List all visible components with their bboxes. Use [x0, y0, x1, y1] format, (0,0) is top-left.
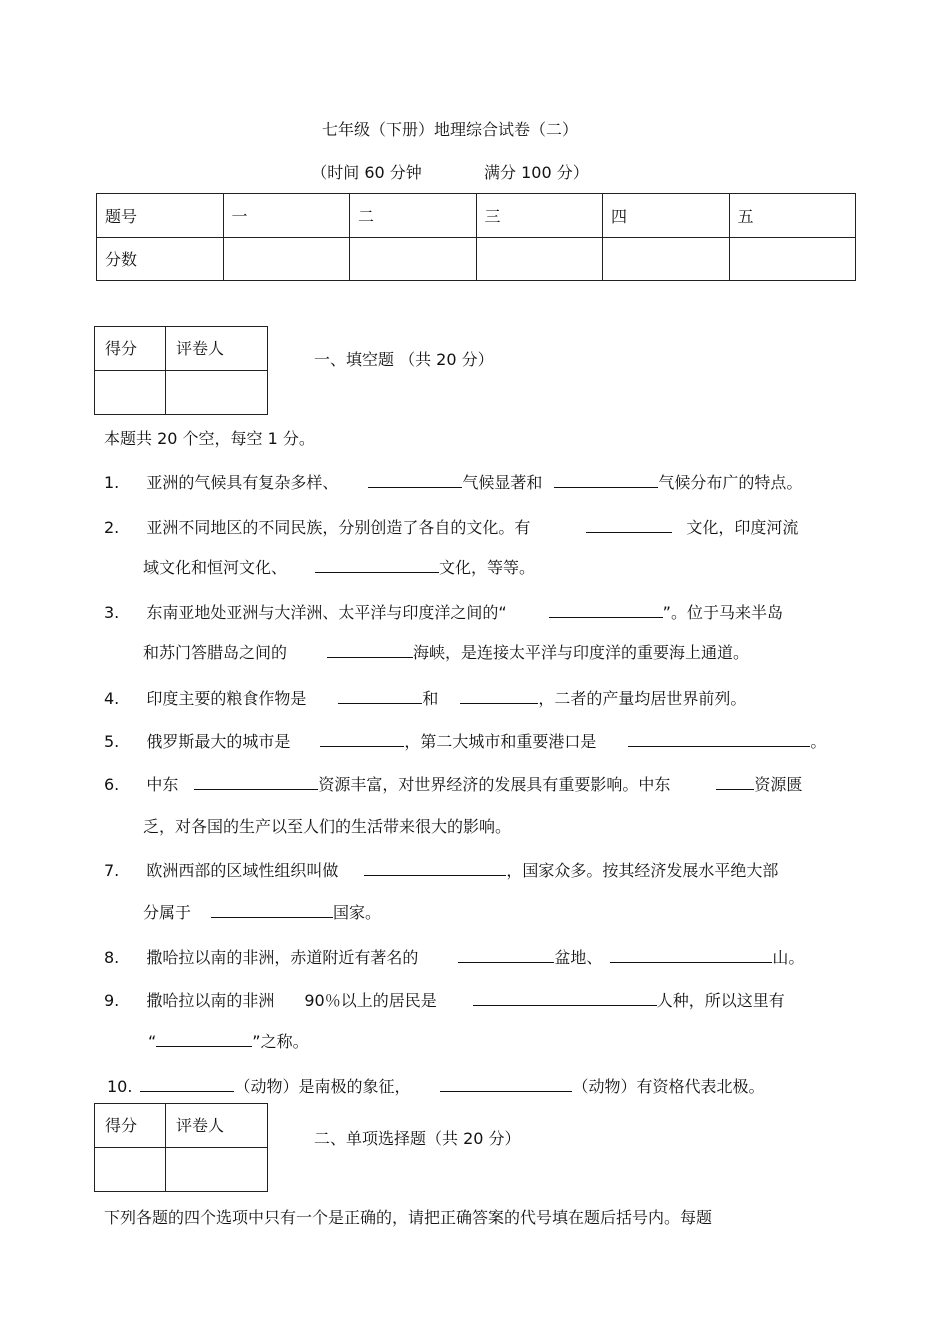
- question-text: 印度主要的粮食作物是: [146, 689, 307, 708]
- score-cell[interactable]: [350, 237, 477, 281]
- question-text: 中东: [146, 775, 179, 794]
- question-9: [104, 988, 785, 1011]
- question-text: 亚洲不同地区的不同民族，分别创造了各自的文化。有: [146, 518, 531, 537]
- question-text: 人种，所以这里有: [656, 991, 785, 1010]
- section1-instruction: 本题共 20 个空，每空 1 分。: [104, 429, 315, 448]
- answer-blank[interactable]: [458, 946, 554, 963]
- question-text: 国家。: [333, 903, 382, 922]
- question-text: 撒哈拉以南的非洲，赤道附近有著名的: [146, 948, 419, 967]
- grader-box-1: [94, 326, 268, 415]
- question-text: 盆地、: [554, 948, 603, 967]
- question-text: 和苏门答腊岛之间的: [143, 643, 288, 662]
- question-text: 乏，对各国的生产以至人们的生活带来很大的影响。: [143, 817, 512, 836]
- grader-name-cell[interactable]: [166, 371, 268, 415]
- question-number: 6.: [104, 775, 120, 794]
- score-header-cell: 五: [729, 194, 856, 238]
- time-info: （时间 60 分钟: [311, 163, 422, 182]
- answer-blank[interactable]: [549, 601, 663, 618]
- question-7: [104, 858, 778, 881]
- answer-blank[interactable]: [554, 471, 658, 488]
- question-text: “: [148, 1032, 157, 1051]
- grader-box-2: [94, 1103, 268, 1192]
- question-number: 3.: [104, 603, 120, 622]
- question-text: 山。: [772, 948, 805, 967]
- grader-name-cell[interactable]: [166, 1148, 268, 1192]
- question-text: （动物）是南极的象征，: [234, 1077, 411, 1096]
- grader-name-label: 评卷人: [166, 1104, 268, 1148]
- score-cell[interactable]: [603, 237, 730, 281]
- question-text: 海峡，是连接太平洋与印度洋的重要海上通道。: [413, 643, 750, 662]
- grader-score-label: 得分: [95, 327, 166, 371]
- full-score-info: 满分 100 分）: [484, 163, 589, 182]
- question-text: 资源丰富，对世界经济的发展具有重要影响。中东: [318, 775, 671, 794]
- question-text: 分属于: [143, 903, 192, 922]
- question-9-line-2: [148, 1029, 309, 1052]
- question-text: ，国家众多。按其经济发展水平绝大部: [506, 861, 779, 880]
- question-text: ”之称。: [252, 1032, 309, 1051]
- question-number: 4.: [104, 689, 120, 708]
- score-cell[interactable]: [729, 237, 856, 281]
- answer-blank[interactable]: [140, 1075, 234, 1092]
- question-text: 欧洲西部的区域性组织叫做: [146, 861, 339, 880]
- grader-score-label: 得分: [95, 1104, 166, 1148]
- question-2-line-2: [143, 555, 535, 578]
- question-text: ，第二大城市和重要港口是: [404, 732, 597, 751]
- score-header-cell: 二: [350, 194, 477, 238]
- score-cell[interactable]: [476, 237, 603, 281]
- score-header-cell: 三: [476, 194, 603, 238]
- answer-blank[interactable]: [338, 687, 422, 704]
- question-7-line-2: [143, 900, 381, 923]
- score-table-header-row: [97, 194, 856, 238]
- section2-instruction: 下列各题的四个选项中只有一个是正确的，请把正确答案的代号填在题后括号内。每题: [104, 1208, 713, 1227]
- answer-blank[interactable]: [628, 730, 810, 747]
- answer-blank[interactable]: [156, 1030, 252, 1047]
- question-10: [107, 1074, 764, 1097]
- question-text: （动物）有资格代表北极。: [572, 1077, 765, 1096]
- question-text: 文化，等等。: [439, 558, 536, 577]
- question-text: 文化，印度河流: [686, 518, 799, 537]
- answer-blank[interactable]: [473, 989, 657, 1006]
- question-text: 撒哈拉以南的非洲: [146, 991, 275, 1010]
- section1-title: 一、填空题 （共 20 分）: [314, 350, 494, 369]
- question-text: 资源匮: [754, 775, 803, 794]
- score-header-cell: 四: [603, 194, 730, 238]
- question-5: [104, 729, 826, 752]
- score-table: [96, 193, 856, 281]
- answer-blank[interactable]: [440, 1075, 572, 1092]
- exam-title: 七年级（下册）地理综合试卷（二）: [321, 120, 578, 139]
- grader-score-cell[interactable]: [95, 1148, 166, 1192]
- question-text: ”。位于马来半岛: [662, 603, 783, 622]
- answer-blank[interactable]: [364, 859, 506, 876]
- question-text: 。: [810, 732, 827, 751]
- answer-blank[interactable]: [194, 773, 318, 790]
- question-text: 气候分布广的特点。: [658, 473, 803, 492]
- question-text: 东南亚地处亚洲与大洋洲、太平洋与印度洋之间的“: [146, 603, 507, 622]
- question-3-line-2: [143, 640, 749, 663]
- answer-blank[interactable]: [211, 901, 333, 918]
- question-3: [104, 600, 783, 623]
- section2-title: 二、单项选择题（共 20 分）: [314, 1129, 521, 1148]
- question-text: 气候显著和: [462, 473, 543, 492]
- question-number: 1.: [104, 473, 120, 492]
- question-8: [104, 945, 804, 968]
- answer-blank[interactable]: [327, 641, 413, 658]
- question-text: 90％以上的居民是: [304, 991, 437, 1010]
- answer-blank[interactable]: [586, 516, 672, 533]
- question-text: 亚洲的气候具有复杂多样、: [146, 473, 339, 492]
- question-text: 和: [422, 689, 439, 708]
- score-row-label: 分数: [97, 237, 224, 281]
- question-text: 域文化和恒河文化、: [143, 558, 288, 577]
- score-table-score-row: [97, 237, 856, 281]
- question-2: [104, 515, 798, 538]
- answer-blank[interactable]: [716, 773, 754, 790]
- question-6: [104, 772, 802, 795]
- question-number: 8.: [104, 948, 120, 967]
- answer-blank[interactable]: [610, 946, 772, 963]
- question-number: 9.: [104, 991, 120, 1010]
- question-6-line-2: [143, 814, 511, 837]
- score-cell[interactable]: [223, 237, 350, 281]
- answer-blank[interactable]: [460, 687, 538, 704]
- answer-blank[interactable]: [320, 730, 404, 747]
- answer-blank[interactable]: [315, 556, 439, 573]
- question-text: ，二者的产量均居世界前列。: [538, 689, 747, 708]
- question-number: 2.: [104, 518, 120, 537]
- question-number: 10.: [107, 1077, 133, 1096]
- grader-name-label: 评卷人: [166, 327, 268, 371]
- question-text: 俄罗斯最大的城市是: [146, 732, 291, 751]
- exam-subtitle: [0, 160, 900, 183]
- score-header-cell: 一: [223, 194, 350, 238]
- grader-score-cell[interactable]: [95, 371, 166, 415]
- question-4: [104, 686, 746, 709]
- question-number: 7.: [104, 861, 120, 880]
- question-number: 5.: [104, 732, 120, 751]
- answer-blank[interactable]: [368, 471, 462, 488]
- question-1: [104, 470, 802, 493]
- score-header-cell: 题号: [97, 194, 224, 238]
